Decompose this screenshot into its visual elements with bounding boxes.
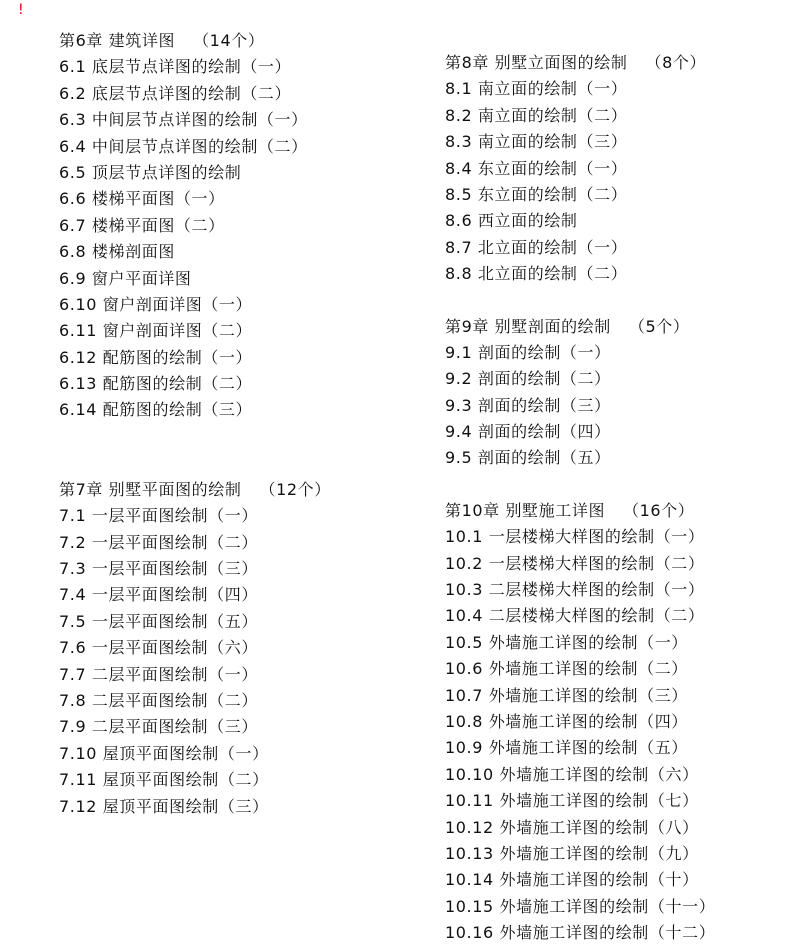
toc-item: 10.1 一层楼梯大样图的绘制（一） [445, 527, 705, 547]
chapter-title [59, 477, 399, 503]
chapter-items [445, 340, 785, 472]
toc-item: 9.4 剖面的绘制（四） [445, 422, 611, 442]
toc-item: 10.15 外墙施工详图的绘制（十一） [445, 896, 716, 916]
toc-item: 8.2 南立面的绘制（二） [445, 105, 628, 125]
toc-item: 7.8 二层平面图绘制（二） [59, 690, 258, 710]
toc-item: 9.3 剖面的绘制（三） [445, 395, 611, 415]
toc-item: 7.2 一层平面图绘制（二） [59, 532, 258, 552]
toc-item: 6.13 配筋图的绘制（二） [59, 374, 253, 394]
toc-item: 7.5 一层平面图绘制（五） [59, 611, 258, 631]
toc-item: 9.1 剖面的绘制（一） [445, 342, 611, 362]
chapter-items [59, 54, 399, 423]
toc-item: 10.14 外墙施工详图的绘制（十） [445, 870, 699, 890]
toc-item: 8.4 东立面的绘制（一） [445, 158, 628, 178]
toc-item: 7.10 屋顶平面图绘制（一） [59, 743, 269, 763]
toc-item: 8.1 南立面的绘制（一） [445, 79, 628, 99]
toc-item: 6.2 底层节点详图的绘制（二） [59, 83, 292, 103]
toc-item: 6.11 窗户剖面详图（二） [59, 321, 253, 341]
chapter-title [445, 314, 785, 340]
toc-item: 6.5 顶层节点详图的绘制 [59, 162, 242, 182]
chapter-title-text: 第7章 别墅平面图的绘制 [59, 479, 242, 499]
toc-item: 6.6 楼梯平面图（一） [59, 189, 225, 209]
chapter-title-text: 第10章 别墅施工详图 [445, 500, 606, 520]
toc-item: 8.3 南立面的绘制（三） [445, 132, 628, 152]
chapter-title [445, 50, 785, 76]
chapter-items [445, 76, 785, 287]
toc-item: 7.6 一层平面图绘制（六） [59, 638, 258, 658]
toc-item: 7.9 二层平面图绘制（三） [59, 717, 258, 737]
toc-item: 7.3 一层平面图绘制（三） [59, 559, 258, 579]
chapter-title-text: 第9章 别墅剖面的绘制 [445, 316, 611, 336]
toc-item: 6.7 楼梯平面图（二） [59, 215, 225, 235]
toc-item: 10.2 一层楼梯大样图的绘制（二） [445, 553, 705, 573]
toc-item: 10.8 外墙施工详图的绘制（四） [445, 711, 688, 731]
chapter-title [59, 28, 399, 54]
left-column [59, 28, 399, 820]
toc-item: 10.6 外墙施工详图的绘制（二） [445, 659, 688, 679]
toc-item: 8.8 北立面的绘制（二） [445, 264, 628, 284]
toc-item: 7.4 一层平面图绘制（四） [59, 585, 258, 605]
chapter-title [445, 498, 785, 524]
chapter-count: （14个） [193, 31, 265, 50]
toc-item: 10.12 外墙施工详图的绘制（八） [445, 817, 699, 837]
toc-item: 10.11 外墙施工详图的绘制（七） [445, 791, 699, 811]
toc-item: 7.11 屋顶平面图绘制（二） [59, 770, 269, 790]
red-exclamation-mark: ! [18, 2, 24, 18]
toc-item: 9.2 剖面的绘制（二） [445, 369, 611, 389]
toc-item: 9.5 剖面的绘制（五） [445, 448, 611, 468]
chapter-title-text: 第8章 别墅立面图的绘制 [445, 53, 628, 72]
toc-item: 7.1 一层平面图绘制（一） [59, 506, 258, 526]
right-column [445, 50, 785, 947]
toc-item: 10.3 二层楼梯大样图的绘制（一） [445, 580, 705, 600]
toc-item: 8.6 西立面的绘制 [445, 211, 578, 231]
chapter-9 [445, 314, 785, 472]
toc-item: 10.16 外墙施工详图的绘制（十二） [445, 923, 716, 943]
chapter-count: （16个） [623, 500, 695, 520]
chapter-items [59, 503, 399, 820]
toc-item: 10.13 外墙施工详图的绘制（九） [445, 843, 699, 863]
toc-item: 10.9 外墙施工详图的绘制（五） [445, 738, 688, 758]
toc-item: 8.5 东立面的绘制（二） [445, 184, 628, 204]
toc-item: 6.10 窗户剖面详图（一） [59, 294, 253, 314]
chapter-10 [445, 498, 785, 947]
toc-item: 10.7 外墙施工详图的绘制（三） [445, 685, 688, 705]
toc-item: 6.1 底层节点详图的绘制（一） [59, 57, 292, 77]
toc-item: 6.9 窗户平面详图 [59, 268, 192, 288]
chapter-count: （5个） [628, 316, 690, 336]
toc-item: 8.7 北立面的绘制（一） [445, 237, 628, 257]
toc-item: 6.4 中间层节点详图的绘制（二） [59, 136, 308, 156]
toc-item: 6.12 配筋图的绘制（一） [59, 347, 253, 367]
toc-item: 7.7 二层平面图绘制（一） [59, 664, 258, 684]
toc-item: 6.14 配筋图的绘制（三） [59, 400, 253, 420]
chapter-count: （8个） [645, 53, 707, 72]
chapter-items [445, 524, 785, 946]
toc-item: 10.4 二层楼梯大样图的绘制（二） [445, 606, 705, 626]
chapter-title-text: 第6章 建筑详图 [59, 31, 176, 50]
toc-item: 6.8 楼梯剖面图 [59, 242, 175, 262]
chapter-6 [59, 28, 399, 424]
chapter-count: （12个） [259, 479, 331, 499]
toc-item: 10.5 外墙施工详图的绘制（一） [445, 632, 688, 652]
chapter-8 [445, 50, 785, 288]
toc-item: 7.12 屋顶平面图绘制（三） [59, 796, 269, 816]
chapter-7 [59, 477, 399, 820]
toc-item: 10.10 外墙施工详图的绘制（六） [445, 764, 699, 784]
toc-item: 6.3 中间层节点详图的绘制（一） [59, 110, 308, 130]
